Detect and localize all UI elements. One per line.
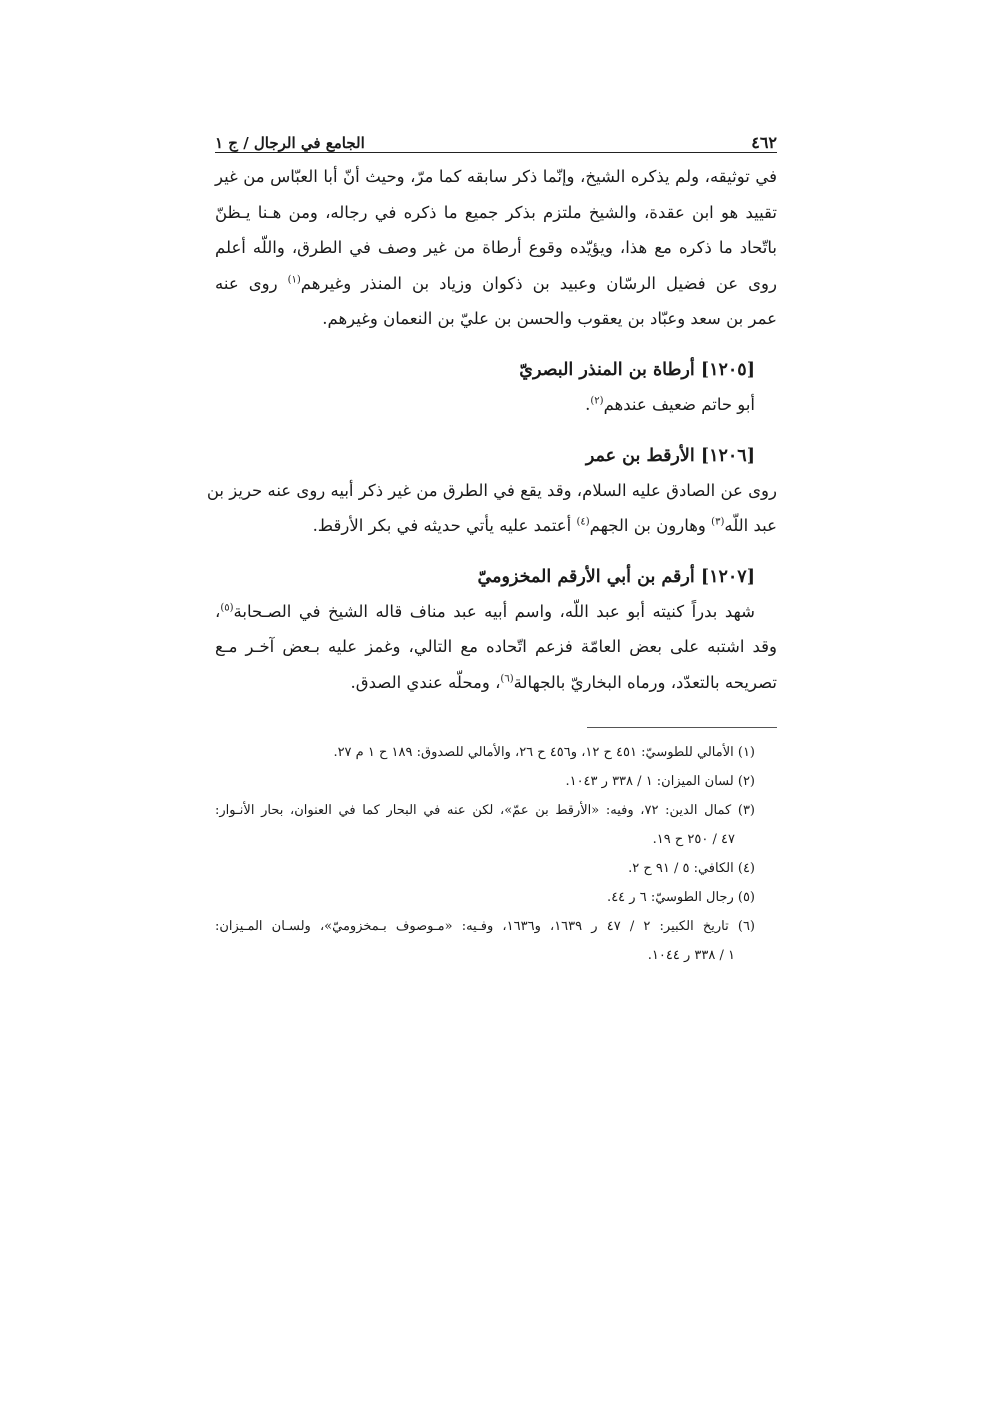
intro-line: في توثيقه، ولم يذكره الشيخ، وإنّما ذكر سابقه كما مرّ، وحيث أنّ أبا العبّاس من غير — [215, 167, 777, 186]
footnote-1 — [215, 738, 777, 767]
entry-tail: . — [585, 394, 591, 414]
entry-text: ، ومحلّه عندي الصدق. — [350, 672, 501, 692]
entry-text: تصريحه بالتعدّد، ورماه البخاريّ بالجهالة — [513, 672, 777, 692]
entry-text: أبو حاتم ضعيف عندهم — [603, 394, 755, 414]
entry-line — [215, 665, 777, 701]
footnote-ref-4[interactable]: (٤) — [576, 516, 590, 528]
entry-body-1205 — [215, 387, 777, 423]
entry-text: أعتمد عليه يأتي حديثه في بكر الأرقط. — [312, 516, 577, 536]
entry-body-1206 — [206, 473, 777, 544]
entry-line — [215, 387, 777, 423]
footnote-ref-2[interactable]: (٢) — [590, 395, 604, 407]
entry-text: شهد بدراً كنيته أبو عبد اللّه، واسم أبيه عبد مناف قاله الشيخ في الصـحابة — [233, 601, 755, 621]
intro-line-text: روى عن فضيل الرسّان وعبيد بن ذكوان وزياد بن المنذر وغيرهم — [300, 273, 777, 293]
footnote-line: (٥) رجال الطوسيّ: ٦ ر ٤٤. — [607, 889, 755, 905]
entry-line: روى عن الصادق عليه السلام، وقد يقع في الطرق من غير ذكر أبيه روى عنه حريز بن — [206, 480, 777, 500]
entry-text: عبد اللّه — [724, 516, 777, 536]
intro-line: باتّحاد ما ذكره مع هذا، ويؤيّده وقوع أرطاة من غير وصف في الطرق، واللّه أعلم — [215, 238, 777, 258]
intro-line-tail: روى عنه — [215, 273, 288, 293]
footnote-line: (٦) تاريخ الكبير: ٢ / ٤٧ ر ١٦٣٩، و١٦٣٦، وفـيه: «مـوصوف بـمخزوميّ»، ولسـان المـيزان: — [215, 918, 755, 934]
footnote-line: ١ / ٣٣٨ ر ١٠٤٤. — [647, 947, 735, 963]
footnote-separator — [587, 727, 777, 728]
footnote-3 — [215, 796, 777, 854]
book-page — [206, 118, 777, 970]
footnote-line: (٤) الكافي: ٥ / ٩١ ح ٢. — [628, 860, 755, 876]
footnote-ref-6[interactable]: (٦) — [500, 673, 514, 685]
footnote-ref-1[interactable]: (١) — [287, 274, 301, 286]
footnote-4 — [215, 854, 777, 883]
footnotes — [215, 738, 777, 970]
footnote-5 — [215, 883, 777, 912]
footnote-line: (٢) لسان الميزان: ١ / ٣٣٨ ر ١٠٤٣. — [565, 773, 755, 789]
footnote-line: (٣) كمال الدين: ٧٢، وفيه: «الأرقط بن عمّ»، لكن عنه في البحار كما في العنوان، بحار الأنـوار: — [215, 802, 755, 818]
entry-body-1207 — [215, 594, 777, 701]
entry-title-1205: [١٢٠٥] أرطاة بن المنذر البصريّ — [519, 359, 755, 380]
entry-title-1207: [١٢٠٧] أرقم بن أبي الأرقم المخزوميّ — [477, 566, 755, 587]
footnote-6 — [215, 912, 777, 970]
footnote-ref-3[interactable]: (٣) — [711, 516, 725, 528]
entry-line: وقد اشتبه على بعض العامّة فزعم اتّحاده مع التالي، وغمز عليه بـعض آخـر مـع — [215, 637, 777, 657]
footnote-2 — [215, 767, 777, 796]
page-header — [215, 118, 777, 153]
intro-paragraph — [215, 159, 777, 337]
entry-text: ، — [215, 601, 221, 621]
entry-title-1206: [١٢٠٦] الأرقط بن عمر — [585, 445, 755, 466]
entry-line — [215, 508, 777, 544]
page-number: ٤٦٢ — [751, 133, 777, 152]
intro-line: عمر بن سعد وعبّاد بن يعقوب والحسن بن عليّ بن النعمان وغيرهم. — [322, 309, 777, 329]
footnote-ref-5[interactable]: (٥) — [220, 602, 234, 614]
entry-line — [215, 594, 777, 630]
intro-line — [215, 266, 777, 302]
entry-text: وهارون بن الجهم — [589, 516, 712, 536]
running-title: الجامع في الرجال / ج ١ — [215, 134, 365, 152]
intro-line: تقييد هو ابن عقدة، والشيخ ملتزم بذكر جميع ما ذكره في رجاله، ومن هـنا يـظنّ — [215, 202, 777, 222]
footnote-line: ٤٧ / ٢٥٠ ح ١٩. — [652, 831, 735, 847]
footnote-line: (١) الأمالي للطوسيّ: ٤٥١ ح ١٢، و٤٥٦ ح ٢٦، والأمالي للصدوق: ١٨٩ ح ١ م ٢٧. — [333, 744, 755, 760]
